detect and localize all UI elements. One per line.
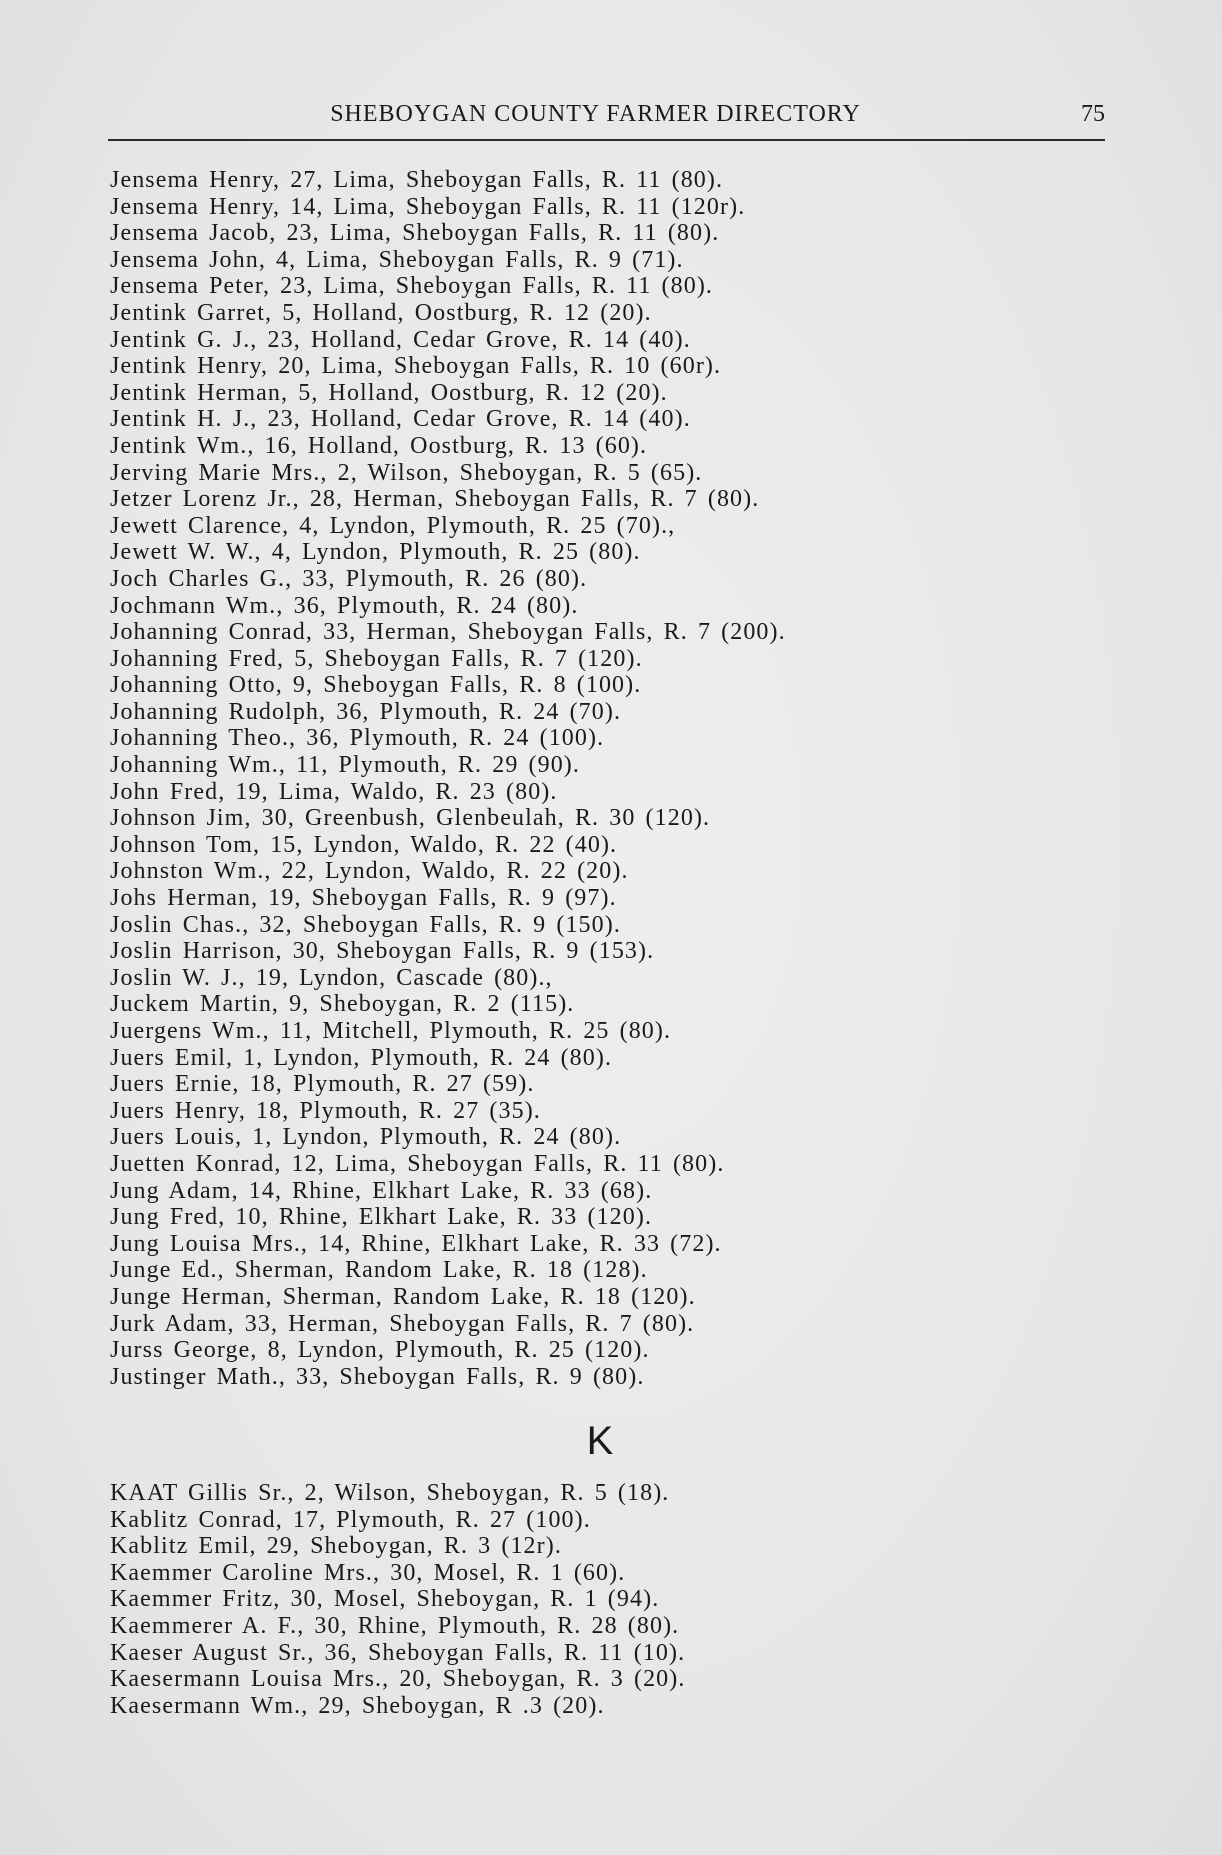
directory-entry: Johnson Jim, 30, Greenbush, Glenbeulah, R. 30 (120).	[110, 805, 711, 832]
directory-entries-j	[110, 167, 1190, 1390]
page-title: SHEBOYGAN COUNTY FARMER DIRECTORY	[330, 101, 861, 127]
directory-entry: Jung Fred, 10, Rhine, Elkhart Lake, R. 33 (120).	[110, 1204, 653, 1231]
directory-entry: Johanning Wm., 11, Plymouth, R. 29 (90).	[110, 752, 580, 779]
directory-entry: Joslin Harrison, 30, Sheboygan Falls, R. 9 (153).	[110, 938, 655, 965]
directory-entry: KAAT Gillis Sr., 2, Wilson, Sheboygan, R. 5 (18).	[110, 1480, 670, 1506]
directory-entry: Jentink Herman, 5, Holland, Oostburg, R. 12 (20).	[110, 379, 668, 406]
directory-entry: Johs Herman, 19, Sheboygan Falls, R. 9 (97).	[110, 885, 617, 912]
directory-entry: Juers Emil, 1, Lyndon, Plymouth, R. 24 (80).	[110, 1044, 613, 1071]
directory-entry: Jetzer Lorenz Jr., 28, Herman, Sheboygan Falls, R. 7 (80).	[110, 486, 760, 513]
directory-entry: Jung Louisa Mrs., 14, Rhine, Elkhart Lake, R. 33 (72).	[110, 1230, 722, 1257]
directory-entry: Juergens Wm., 11, Mitchell, Plymouth, R. 25 (80).	[110, 1018, 672, 1044]
directory-entry: Johnson Tom, 15, Lyndon, Waldo, R. 22 (40).	[110, 831, 618, 858]
directory-entry: Juers Ernie, 18, Plymouth, R. 27 (59).	[110, 1071, 535, 1098]
directory-entry: Juckem Martin, 9, Sheboygan, R. 2 (115).	[110, 991, 575, 1018]
directory-entry: Kaemmerer A. F., 30, Rhine, Plymouth, R. 28 (80).	[110, 1612, 680, 1639]
directory-entry: Juetten Konrad, 12, Lima, Sheboygan Falls, R. 11 (80).	[110, 1150, 725, 1177]
directory-entry: Jensema Peter, 23, Lima, Sheboygan Falls, R. 11 (80).	[110, 273, 714, 300]
directory-entry: Kaemmer Caroline Mrs., 30, Mosel, R. 1 (60).	[110, 1559, 626, 1586]
directory-entry: Johanning Fred, 5, Sheboygan Falls, R. 7 (120).	[110, 645, 643, 672]
directory-entry: Joslin W. J., 19, Lyndon, Cascade (80).,	[110, 964, 553, 991]
directory-entry: Jerving Marie Mrs., 2, Wilson, Sheboygan, R. 5 (65).	[110, 459, 703, 486]
directory-entry: Jensema Henry, 14, Lima, Sheboygan Falls, R. 11 (120r).	[110, 193, 746, 220]
directory-entry: Jung Adam, 14, Rhine, Elkhart Lake, R. 33 (68).	[110, 1177, 653, 1204]
section-letter-heading: K	[586, 1419, 614, 1463]
directory-entry: Juers Henry, 18, Plymouth, R. 27 (35).	[110, 1097, 541, 1124]
directory-entry: Jensema Jacob, 23, Lima, Sheboygan Falls, R. 11 (80).	[110, 220, 720, 247]
directory-entry: Kablitz Conrad, 17, Plymouth, R. 27 (100).	[110, 1506, 591, 1533]
directory-entry: Juers Louis, 1, Lyndon, Plymouth, R. 24 (80).	[110, 1124, 622, 1151]
directory-entry: Johanning Theo., 36, Plymouth, R. 24 (100).	[110, 725, 605, 752]
directory-entry: Kaesermann Louisa Mrs., 20, Sheboygan, R. 3 (20).	[110, 1666, 686, 1693]
directory-entry: Johanning Otto, 9, Sheboygan Falls, R. 8 (100).	[110, 672, 642, 699]
directory-entry: Joch Charles G., 33, Plymouth, R. 26 (80).	[110, 565, 588, 592]
directory-entry: Jochmann Wm., 36, Plymouth, R. 24 (80).	[110, 592, 579, 619]
directory-entry: Jurss George, 8, Lyndon, Plymouth, R. 25 (120).	[110, 1337, 650, 1364]
directory-entry: Kaeser August Sr., 36, Sheboygan Falls, R. 11 (10).	[110, 1639, 686, 1666]
directory-entry: Justinger Math., 33, Sheboygan Falls, R. 9 (80).	[110, 1363, 645, 1390]
page-number: 75	[1081, 101, 1105, 127]
directory-entry: Johanning Rudolph, 36, Plymouth, R. 24 (70).	[110, 698, 622, 725]
directory-entry: Jensema Henry, 27, Lima, Sheboygan Falls, R. 11 (80).	[110, 167, 724, 193]
directory-entry: Jentink Henry, 20, Lima, Sheboygan Falls, R. 10 (60r).	[110, 353, 722, 380]
directory-entry: Jurk Adam, 33, Herman, Sheboygan Falls, R. 7 (80).	[110, 1310, 695, 1337]
directory-entry: Jewett Clarence, 4, Lyndon, Plymouth, R. 25 (70).,	[110, 512, 676, 539]
directory-entry: Kablitz Emil, 29, Sheboygan, R. 3 (12r).	[110, 1533, 562, 1560]
directory-entry: Joslin Chas., 32, Sheboygan Falls, R. 9 (150).	[110, 911, 621, 938]
page-header	[108, 99, 1105, 141]
directory-entry: Jentink Garret, 5, Holland, Oostburg, R. 12 (20).	[110, 299, 652, 326]
directory-entry: John Fred, 19, Lima, Waldo, R. 23 (80).	[110, 778, 558, 805]
directory-entry: Kaesermann Wm., 29, Sheboygan, R .3 (20).	[110, 1692, 605, 1719]
directory-entry: Johnston Wm., 22, Lyndon, Waldo, R. 22 (20).	[110, 858, 629, 885]
directory-entry: Johanning Conrad, 33, Herman, Sheboygan Falls, R. 7 (200).	[110, 619, 786, 646]
directory-entry: Jewett W. W., 4, Lyndon, Plymouth, R. 25 (80).	[110, 539, 641, 566]
directory-entry: Junge Ed., Sherman, Random Lake, R. 18 (128).	[110, 1257, 648, 1284]
directory-entry: Junge Herman, Sherman, Random Lake, R. 18 (120).	[110, 1283, 696, 1310]
directory-entry: Jentink Wm., 16, Holland, Oostburg, R. 13 (60).	[110, 432, 648, 459]
directory-entries-k	[110, 1480, 1190, 1719]
directory-entry: Jentink G. J., 23, Holland, Cedar Grove, R. 14 (40).	[110, 326, 691, 353]
directory-entry: Jensema John, 4, Lima, Sheboygan Falls, R. 9 (71).	[110, 246, 684, 273]
directory-entry: Kaemmer Fritz, 30, Mosel, Sheboygan, R. 1 (94).	[110, 1586, 660, 1613]
directory-entry: Jentink H. J., 23, Holland, Cedar Grove, R. 14 (40).	[110, 406, 691, 433]
